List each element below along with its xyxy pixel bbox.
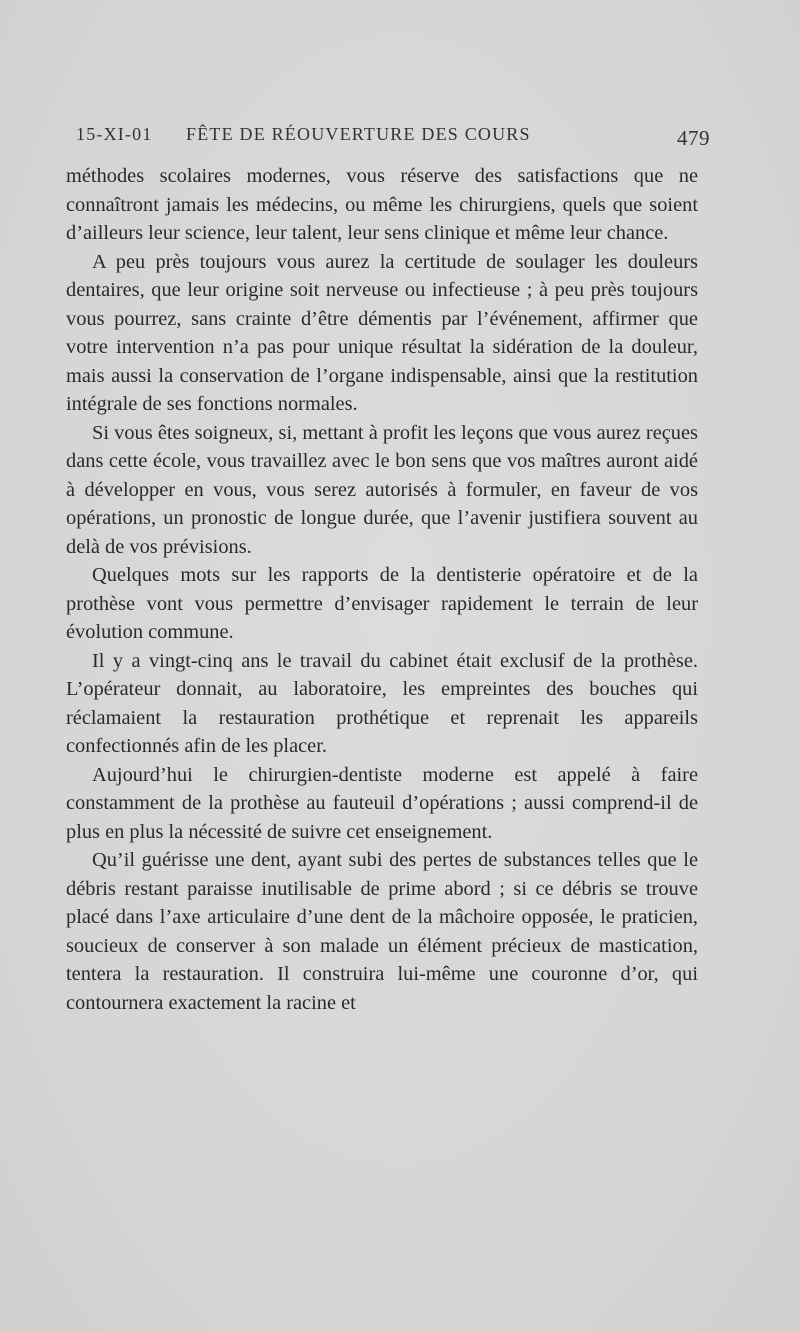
paragraph-5: Il y a vingt-cinq ans le travail du cabinet était exclusif de la prothèse. L’opérateur donnait, au laboratoire, les empreintes des bouches qui réclamaient la restauration prothétique et reprenait les appareils confectionnés afin de les placer.	[66, 649, 698, 757]
header-title: FÊTE DE RÉOUVERTURE DES COURS	[186, 124, 531, 144]
body-text	[66, 162, 698, 1017]
paragraph-4: Quelques mots sur les rapports de la dentisterie opératoire et de la prothèse vont vous permettre d’envisager rapidement le terrain de leur évolution commune.	[66, 564, 698, 643]
paragraph-1: méthodes scolaires modernes, vous réserve des satisfactions que ne connaîtront jamais les médecins, ou même les chirurgiens, quels que soient d’ailleurs leur science, leur talent, leur sens clinique et même leur chance.	[66, 165, 698, 244]
paragraph-2: A peu près toujours vous aurez la certitude de soulager les douleurs dentaires, que leur origine soit nerveuse ou infectieuse ; à peu près toujours vous pourrez, sans crainte d’être démentis par l’événement, affirmer que votre intervention n’a pas pour unique résultat la sidération de la douleur, mais aussi la conservation de l’organe indispensable, ainsi que la restitution intégrale de ses fonctions normales.	[66, 250, 698, 415]
header-date: 15-XI-01	[76, 124, 153, 144]
paragraph-3: Si vous êtes soigneux, si, mettant à profit les leçons que vous aurez reçues dans cette école, vous travaillez avec le bon sens que vos maîtres auront aidé à développer en vous, vous serez autorisés à formuler, en faveur de vos opérations, un pronostic de longue durée, que l’avenir justifiera souvent au delà de vos prévisions.	[66, 421, 698, 558]
paragraph-7: Qu’il guérisse une dent, ayant subi des pertes de substances telles que le débris restant paraisse inutilisable de prime abord ; si ce débris se trouve placé dans l’axe articulaire d’une dent de la mâchoire opposée, le praticien, soucieux de conserver à son malade un élément précieux de mastication, tentera la restauration. Il construira lui-même une couronne d’or, qui contournera exactement la racine et	[66, 849, 698, 1014]
paragraph-6: Aujourd’hui le chirurgien-dentiste moderne est appelé à faire constamment de la prothèse au fauteuil d’opérations ; aussi comprend-il de plus en plus la nécessité de suivre cet enseignement.	[66, 763, 698, 843]
running-head	[76, 124, 710, 154]
page-number: 479	[677, 126, 710, 150]
